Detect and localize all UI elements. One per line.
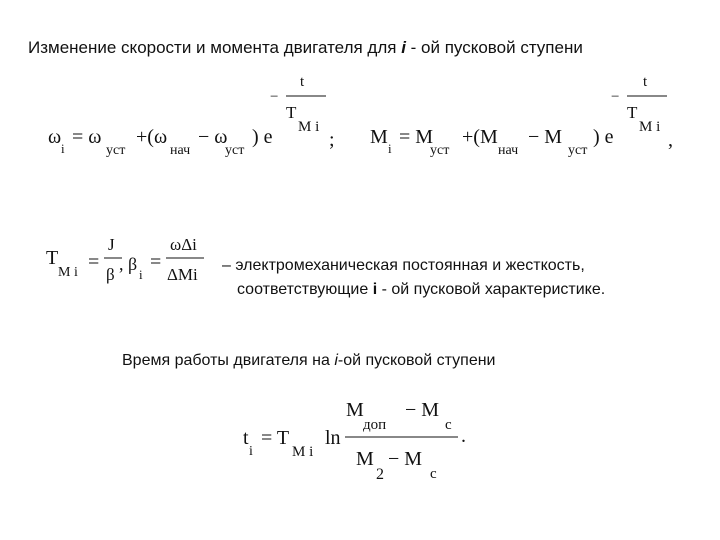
formula-torque (370, 74, 673, 158)
f4-t: t (243, 427, 249, 449)
note-line-2-after: - ой пусковой характеристике. (377, 281, 606, 298)
formula-time-constant-stiffness (46, 235, 204, 284)
f2-M: M (370, 126, 388, 148)
f1-paren-e: ) e (252, 126, 273, 148)
f2-sub-ust2: уст (568, 143, 588, 158)
f2-exp-num: t (643, 74, 648, 90)
f1-minus-omega: − ω (198, 126, 228, 148)
time-label-before: Время работы двигателя на (122, 352, 335, 369)
f3-eq2: = (150, 251, 162, 273)
f3-beta-sub: i (139, 267, 143, 282)
f2-plus-paren: +(M (462, 126, 498, 148)
f1-sub-ust: уст (106, 143, 126, 158)
f2-exp-den: T (627, 103, 638, 122)
stage-time-label (122, 352, 496, 370)
f2-separator: , (668, 129, 673, 151)
formula-speed (48, 74, 335, 158)
f4-t-sub: i (249, 444, 253, 459)
f2-exp-minus: − (611, 89, 620, 105)
f1-sub-ust2: уст (225, 143, 245, 158)
f2-exp-den-sub: M i (639, 119, 661, 135)
title-variable-i: i (401, 38, 406, 57)
f3-frac1-num: J (108, 235, 115, 254)
f1-exp-minus: − (270, 89, 279, 105)
f3-eq1: = (88, 251, 100, 273)
f3-T: T (46, 247, 59, 269)
f2-minus-M: − M (528, 126, 563, 148)
f1-eq-omega: = ω (72, 126, 102, 148)
f2-paren-e: ) e (593, 126, 614, 148)
f3-frac2-num: ωΔi (170, 235, 197, 254)
f3-frac1-den: β (106, 265, 115, 284)
f2-sub-ust: уст (430, 143, 450, 158)
f4-num-sub2: c (445, 417, 452, 433)
formula-stage-time (243, 399, 466, 483)
f1-plus-paren: +(ω (136, 126, 168, 148)
title-text-before: Изменение скорости и момента двигателя для (28, 38, 402, 57)
time-label-variable-i: i (334, 352, 338, 369)
f1-exp-den-sub: M i (298, 119, 320, 135)
note-line-2-before: соответствующие (237, 281, 373, 298)
f1-separator: ; (329, 129, 335, 151)
f4-den-M: M (356, 448, 374, 470)
f4-den-minus-M: − M (388, 448, 423, 470)
f2-M-sub: i (388, 141, 392, 156)
f4-eq-T: = T (261, 427, 290, 449)
f4-den-sub: 2 (376, 466, 384, 483)
f4-den-sub2: c (430, 466, 437, 482)
f4-T-sub: M i (292, 444, 314, 460)
f3-comma-beta: , β (119, 254, 138, 274)
title-text-after: - ой пусковой ступени (405, 38, 583, 57)
note-variable-i: i (372, 281, 378, 298)
f3-T-sub: M i (58, 265, 78, 280)
time-label-after: -ой пусковой ступени (337, 352, 496, 369)
f1-omega: ω (48, 126, 62, 148)
f4-period: . (461, 425, 466, 447)
f4-num-M: M (346, 399, 364, 421)
f1-exp-den: T (286, 103, 297, 122)
f4-num-minus-M: − M (405, 399, 440, 421)
definition-note (222, 254, 605, 302)
f1-exp-num: t (300, 74, 305, 90)
f2-eq-M: = M (399, 126, 434, 148)
f4-num-sub: доп (363, 417, 387, 433)
note-line-2 (222, 278, 605, 302)
f3-frac2-den: ΔMi (167, 265, 198, 284)
f4-ln: ln (325, 427, 341, 449)
f2-sub-nach: нач (498, 143, 519, 158)
f1-sub-nach: нач (170, 143, 191, 158)
f1-omega-sub: i (61, 141, 65, 156)
note-line-1: – электромеханическая постоянная и жесткость, (222, 257, 585, 274)
